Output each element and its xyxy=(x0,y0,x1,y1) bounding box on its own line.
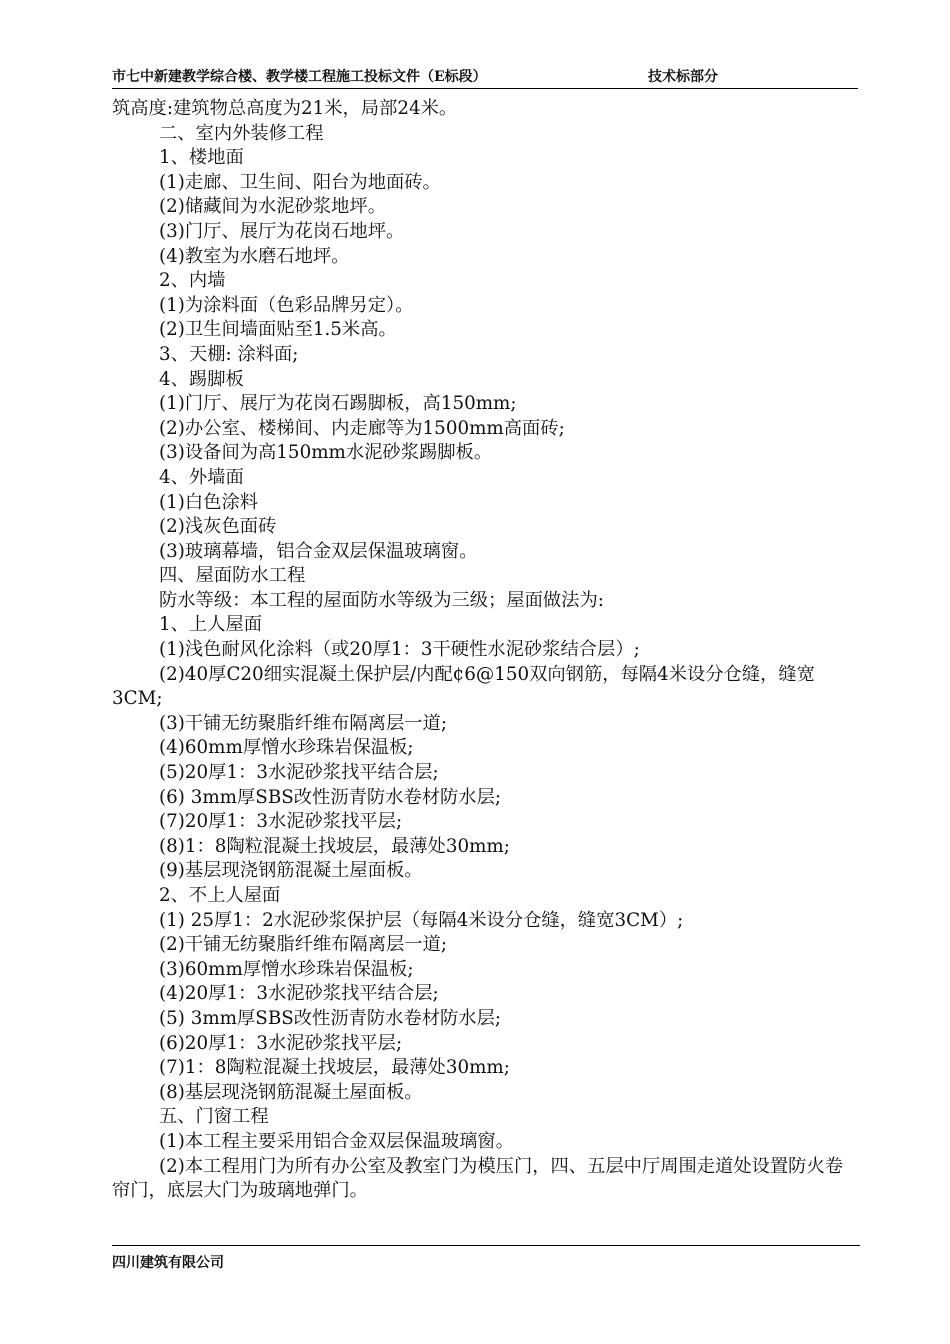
list-item: (8)基层现浇钢筋混凝土屋面板。 xyxy=(159,1081,423,1103)
subsection-heading: 4、踢脚板 xyxy=(159,368,244,390)
subsection-heading: 1、楼地面 xyxy=(159,147,244,169)
list-item: (4)教室为水磨石地坪。 xyxy=(159,245,350,267)
page-header xyxy=(112,66,858,89)
list-item: (3)玻璃幕墙，铝合金双层保温玻璃窗。 xyxy=(159,540,478,562)
section-heading: 五、门窗工程 xyxy=(159,1106,269,1128)
section-heading: 四、屋面防水工程 xyxy=(159,565,306,587)
list-item: (3)门厅、展厅为花岗石地坪。 xyxy=(159,220,405,242)
list-item: (2)本工程用门为所有办公室及教室门为模压门，四、五层中厅周围走道处设置防火卷帘门，底层大门为玻璃地弹门。 xyxy=(112,1155,844,1202)
list-item: (5) 3mm厚SBS改性沥青防水卷材防水层; xyxy=(159,1007,502,1029)
list-item: (1) 25厚1：2水泥砂浆保护层（每隔4米设分仓缝，缝宽3CM）; xyxy=(159,909,684,931)
subsection-heading: 4、外墙面 xyxy=(159,466,244,488)
list-item: (1)本工程主要采用铝合金双层保温玻璃窗。 xyxy=(159,1130,514,1152)
list-item: (4)60mm厚憎水珍珠岩保温板; xyxy=(159,737,414,759)
text-line: 防水等级：本工程的屋面防水等级为三级；屋面做法为: xyxy=(159,589,604,611)
list-item: (9)基层现浇钢筋混凝土屋面板。 xyxy=(159,860,423,882)
list-item: (8)1：8陶粒混凝土找坡层，最薄处30mm; xyxy=(159,835,510,857)
list-item: (2)储藏间为水泥砂浆地坪。 xyxy=(159,196,386,218)
document-body xyxy=(112,97,860,1204)
list-item: (2)浅灰色面砖 xyxy=(159,516,277,538)
header-title: 市七中新建教学综合楼、教学楼工程施工投标文件（E标段） xyxy=(112,69,487,85)
list-item: (7)1：8陶粒混凝土找坡层，最薄处30mm; xyxy=(159,1057,510,1079)
list-item: (2)办公室、楼梯间、内走廊等为1500mm高面砖; xyxy=(159,417,565,439)
header-section: 技术标部分 xyxy=(648,69,718,85)
list-item: (6)20厚1：3水泥砂浆找平层; xyxy=(159,1032,403,1054)
list-item: (2)40厚C20细实混凝土保护层/内配¢6@150双向钢筋，每隔4米设分仓缝，缝宽3CM; xyxy=(112,663,815,710)
subsection-heading: 2、内墙 xyxy=(159,270,226,292)
list-item: (1)走廊、卫生间、阳台为地面砖。 xyxy=(159,171,441,193)
list-item: (2)卫生间墙面贴至1.5米高。 xyxy=(159,319,397,341)
list-item: (1)白色涂料 xyxy=(159,491,259,513)
list-item: (1)门厅、展厅为花岗石踢脚板，高150mm; xyxy=(159,393,517,415)
section-heading: 二、室内外装修工程 xyxy=(159,122,324,144)
list-item: (1)为涂料面（色彩品牌另定）。 xyxy=(159,294,414,316)
subsection-heading: 2、不上人屋面 xyxy=(159,885,281,906)
subsection-heading: 3、天棚: 涂料面; xyxy=(159,343,299,365)
list-item: (7)20厚1：3水泥砂浆找平层; xyxy=(159,811,403,833)
text-line: 筑高度:建筑物总高度为21米，局部24米。 xyxy=(112,98,458,119)
list-item: (3)干铺无纺聚脂纤维布隔离层一道; xyxy=(159,712,447,734)
list-item: (3)60mm厚憎水珍珠岩保温板; xyxy=(159,958,414,980)
list-item: (3)设备间为高150mm水泥砂浆踢脚板。 xyxy=(159,442,493,464)
list-item: (1)浅色耐风化涂料（或20厚1：3干硬性水泥砂浆结合层）; xyxy=(159,639,640,661)
list-item: (6) 3mm厚SBS改性沥青防水卷材防水层; xyxy=(159,786,502,808)
subsection-heading: 1、上人屋面 xyxy=(159,614,263,636)
list-item: (4)20厚1：3水泥砂浆找平结合层; xyxy=(159,983,439,1005)
footer-company: 四川建筑有限公司 xyxy=(112,1255,224,1271)
page-footer xyxy=(112,1245,860,1272)
list-item: (5)20厚1：3水泥砂浆找平结合层; xyxy=(159,762,439,784)
list-item: (2)干铺无纺聚脂纤维布隔离层一道; xyxy=(159,934,447,956)
